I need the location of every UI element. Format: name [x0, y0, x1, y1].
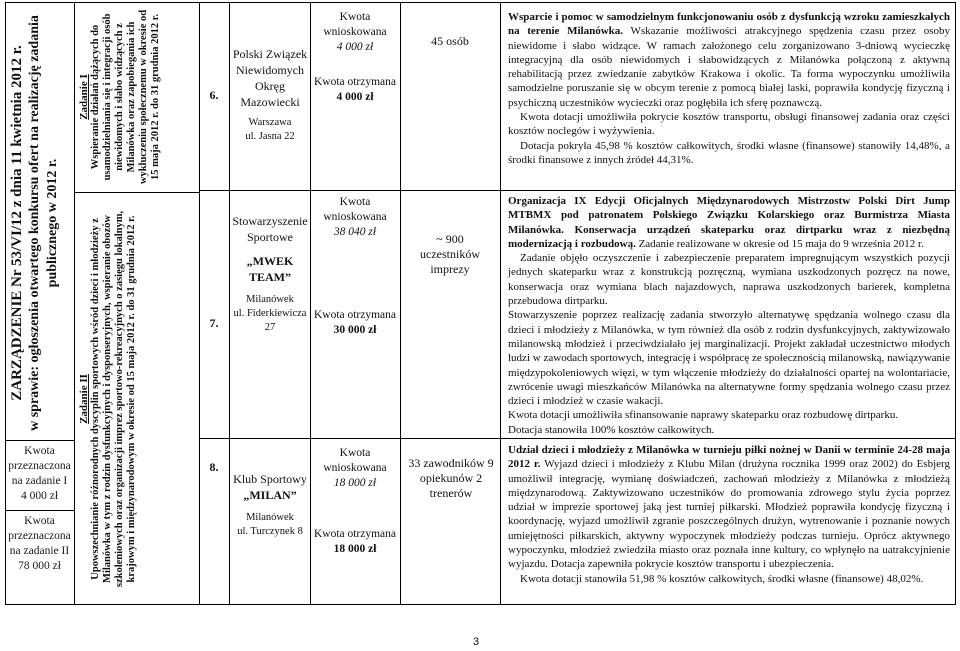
row-number: 7.: [209, 316, 219, 330]
organization-city: Warszawa: [248, 117, 292, 128]
organization-city: Milanówek: [246, 294, 294, 305]
budget-divider: [5, 440, 74, 441]
budget-task2-caption: Kwota przeznaczona na zadanie II: [8, 515, 71, 557]
description-body: Zadanie objęło oczyszczenie i zabezpieczenie preparatem impregnującym wszystkich pozycji jednych skateparku wraz z konstrukcją pozręczną, wymiana uszkodzonych pozręcz na nowe, konserwacja oraz wymiana blach najazdowych, naprawa uszkodzonych barierek, kompletna przebudowa dirtparku.: [508, 252, 950, 308]
organization-street: ul. Fiderkiewicza 27: [233, 308, 307, 333]
column-divider: [74, 2, 75, 605]
organization-name-secondary: „MILAN”: [243, 488, 297, 502]
project-description: [508, 443, 950, 586]
description-paragraph: Kwota dotacji umożliwiła sfinansowanie naprawy skateparku oraz rozbudowę dirtparku.: [508, 409, 899, 422]
description-paragraph: Stowarzyszenie poprzez realizację zadania stworzyło alternatywę spędzania wolnego czasu dla dzieci i młodzieży z Milanówka, w tym również dla osób z rodzin dysfunkcyjnych, zaktywizowało milanowską młodzież i przeciwdziałało jej marginalizacji. Projekt zakładał uczestnictwo młodych ludzi w zawodach sportowych, integrację i współpracę ze społecznością milanowską, nawiązywanie międzypokoleniowych więzi, w tym włączenie młodzieży do działalności opartej na wolontariacie, zwrócenie uwagi mieszkańców Milanówka na alternatywne formy spędzania wolnego czasu przez dzieci i młodzież w czasie wakacji.: [508, 309, 950, 408]
project-description: [508, 194, 950, 437]
organization: [232, 46, 308, 144]
organization-name: Klub Sportowy: [233, 472, 307, 486]
budget-task1: [6, 444, 73, 504]
ordinance-header: [8, 8, 72, 438]
task1-block: [78, 6, 196, 188]
budget-task1-caption: Kwota przeznaczona na zadanie I: [8, 445, 71, 487]
granted-caption: Kwota otrzymana: [313, 76, 397, 88]
organization-city: Milanówek: [246, 512, 294, 523]
description-body: Wskazanie możliwości atrakcyjnego spędzenia czasu przez osoby niewidome i słabo widzące. W ramach założonego celu zorganizowano 3-dniową wycieczkę integracyjną dla osób niewidomych i słabowidzących z Milanówka połączoną z aktywną rehabilitacją przez zwiedzanie zabytków Krakowa i okolic. Ta forma wypoczynku umożliwiła samodzielne poruszanie się w obcym terenie z pomocą białej laski, poprawiła kondycję fizyczną i psychiczną uczestników wycieczki oraz pogłębiła ich sferę poznawczą.: [508, 25, 950, 109]
organization-street: ul. Jasna 22: [245, 131, 295, 142]
description-title: Wsparcie i pomoc w samodzielnym funkcjonowaniu osób z dysfunkcją wzroku zamieszkałych na terenie Milanówka.: [508, 11, 950, 38]
organization-name-secondary: „MWEK TEAM”: [246, 254, 294, 284]
budget-divider: [5, 510, 74, 511]
amounts: [312, 195, 398, 338]
requested-caption: Kwota wnioskowana: [323, 11, 387, 38]
row-number: 6.: [209, 88, 219, 102]
requested-amount: 4 000 zł: [336, 41, 374, 53]
granted-caption: Kwota otrzymana: [313, 309, 397, 321]
description-paragraph: Kwota dotacji umożliwiła pokrycie kosztów transportu, obsługi finansowej zadania oraz części kosztów noclegów i wyżywienia.: [508, 111, 950, 138]
task2-description: Upowszechnianie różnorodnych dyscyplin sportowych wśród dzieci i młodzieży z Milanówka w tym z rodzin dysfunkcyjnych i dysponseryjnych, wspieranie obozów szkoleniowych oraz organizacji imprez sportowo-rekreacyjnych o zasięgu lokalnym, krajowym i międzynarodowym w okresie od 15 maja 2012 r. do 31 grudnia 2012 r.: [90, 210, 137, 588]
row-divider: [199, 438, 956, 439]
description-title: Udział dzieci i młodzieży z Milanówka w turnieju piłki nożnej w Danii w terminie 24-28 maja 2012 r.: [508, 444, 950, 471]
row-divider: [199, 190, 956, 191]
requested-caption: Kwota wnioskowana: [323, 447, 387, 474]
granted-caption: Kwota otrzymana: [313, 528, 397, 540]
granted-amount: 30 000 zł: [333, 324, 377, 336]
budget-task1-amount: 4 000 zł: [20, 490, 59, 502]
beneficiaries: 45 osób: [431, 34, 469, 48]
organization: [232, 471, 308, 539]
budget-task2-amount: 78 000 zł: [18, 560, 61, 572]
column-divider: [500, 2, 501, 605]
beneficiaries: ~ 900 uczestników imprezy: [420, 232, 480, 276]
beneficiaries: 33 zawodników 9 opiekunów 2 trenerów: [408, 456, 494, 500]
amounts: [312, 446, 398, 557]
page-number: 3: [473, 636, 480, 648]
ordinance-subject: w sprawie: ogłoszenia otwartego konkursu ofert na realizację zadania publicznego w 2012 r.: [27, 15, 60, 431]
column-divider: [229, 2, 230, 605]
granted-amount: 18 000 zł: [333, 543, 377, 555]
organization: [232, 213, 308, 335]
row-number: 8.: [209, 460, 219, 474]
amounts: [312, 10, 398, 105]
task2-block: [78, 198, 196, 600]
description-title: Organizacja IX Edycji Oficjalnych Międzynarodowych Mistrzostw Polski Dirt Jump MTBMX pod patronatem Polskiego Związku Kolarskiego oraz Burmistrza Miasta Milanówka. Konserwacja urządzeń skateparku oraz dirtparku wraz z niezbędną modernizacją i rozbudową.: [508, 195, 950, 250]
task2-label: Zadanie II: [78, 374, 90, 424]
requested-amount: 38 040 zł: [333, 226, 377, 238]
task1-label: Zadanie I: [78, 74, 90, 120]
description-body: Wyjazd dzieci i młodzieży z Klubu Milan (drużyna rocznika 1999 oraz 2002) do Esbjerg umożliwił integrację, wymianę doświadczeń, zachowań młodzieży z Milanówka z młodzieżą międzynarodową. Zaktywizowano uczestników do promowania zdrowego stylu życia poprzez udział w imprezie sportowej jaką jest turniej piłkarski. Młodzież poprawiła kondycję fizyczną i koordynację, wyjazd umożliwił zgranie poszczególnych drużyn, wytrenowanie i poznanie nowych umiejętności piłkarskich, aktywny wypoczynek młodzieży podczas turnieju. Oprócz aktywnego wypoczynku, młodzież zwiedziła miasto oraz poznała inne kultury, co wpłynęło na uatrakcyjnienie wyjazdu. Dotacja zapewniła pokrycie kosztów transportu i ubezpieczenia.: [508, 458, 950, 571]
granted-amount: 4 000 zł: [336, 91, 374, 103]
task-divider: [74, 192, 199, 193]
organization-street: ul. Turczynek 8: [237, 526, 303, 537]
ordinance-title: ZARZĄDZENIE Nr 53/VI/12 z dnia 11 kwietnia 2012 r.: [9, 45, 25, 401]
column-divider: [400, 2, 401, 605]
description-paragraph: Kwota dotacji stanowiła 51,98 % kosztów całkowitych, środki własne (finansowe) 48,02%.: [520, 572, 924, 585]
budget-task2: [6, 514, 73, 574]
requested-amount: 18 000 zł: [333, 477, 377, 489]
task1-description: Wspieranie działań dążących do usamodzielniania się i integracji osób niewidomych i słabo widzących z Milanówka oraz zapobiegania ich wykluczeniu społecznemu w okresie od 15 maja 2012 r. do 31 grudnia 2012 r.: [90, 9, 161, 185]
description-paragraph: Dotacja pokryła 45,98 % kosztów całkowitych, środki własne (finansowe) stanowiły 14,48%, a środki finansowe z innych źródeł 44,31%.: [508, 139, 950, 166]
column-divider: [310, 2, 311, 605]
description-lead: Zadanie realizowane w okresie od 15 maja do 9 września 2012 r.: [638, 237, 924, 250]
project-description: [508, 10, 950, 167]
organization-name: Stowarzyszenie Sportowe: [232, 214, 308, 244]
requested-caption: Kwota wnioskowana: [323, 196, 387, 223]
organization-name: Polski Związek Niewidomych Okręg Mazowiecki: [232, 47, 308, 109]
description-paragraph: Dotacja stanowiła 100% kosztów całkowitych.: [508, 423, 715, 436]
